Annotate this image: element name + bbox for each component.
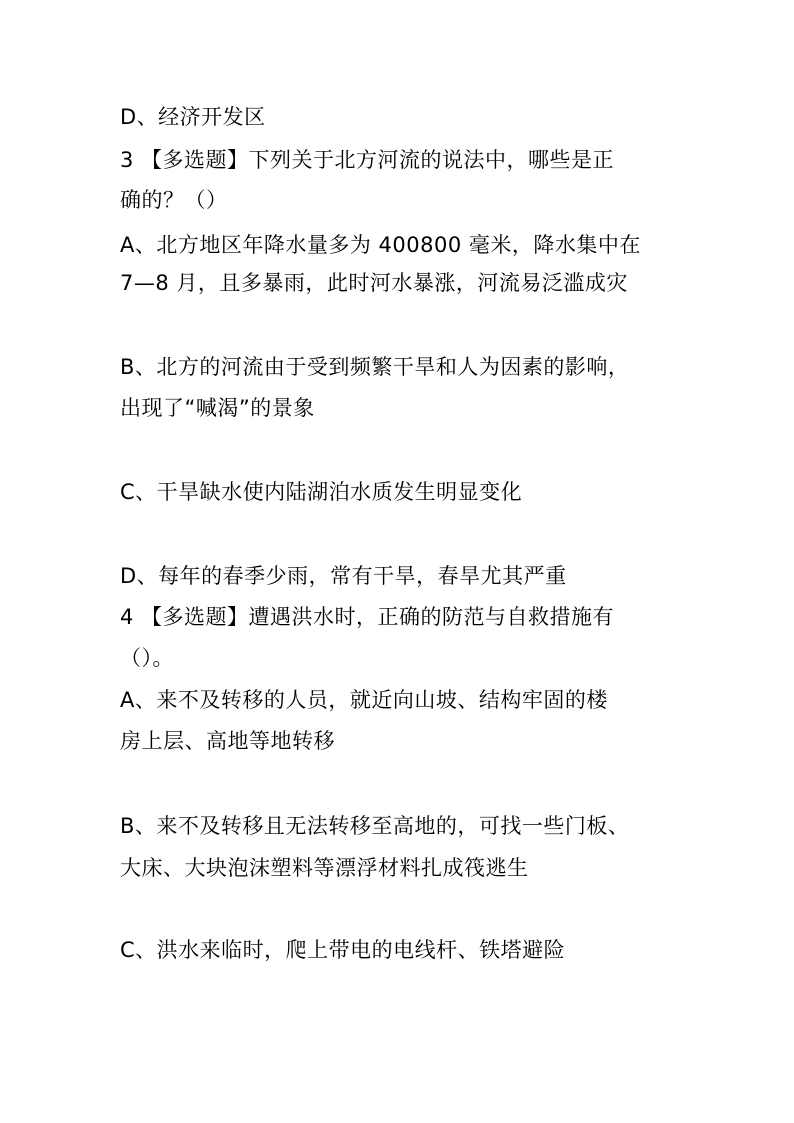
question-3-option-b-line-2: 出现了“喊渴”的景象: [120, 396, 315, 420]
question-3-option-d: D、每年的春季少雨，常有干旱，春旱尤其严重: [120, 564, 567, 588]
question-3-option-a-line-2: 7—8 月，且多暴雨，此时河水暴涨，河流易泛滥成灾: [120, 271, 628, 295]
question-4-option-a-line-2: 房上层、高地等地转移: [120, 729, 335, 753]
question-4-option-b-line-1: B、来不及转移且无法转移至高地的，可找一些门板、: [120, 814, 630, 838]
question-4-stem-line-1: 4 【多选题】遭遇洪水时，正确的防范与自救措施有: [120, 605, 615, 629]
question-3-option-b-line-1: B、北方的河流由于受到频繁干旱和人为因素的影响，: [120, 355, 630, 379]
question-4-stem-line-2: （）。: [120, 646, 174, 670]
question-4-option-b-line-2: 大床、大块泡沫塑料等漂浮材料扎成筏逃生: [120, 856, 529, 880]
prev-question-option-d: D、经济开发区: [120, 105, 266, 129]
question-3-option-c: C、干旱缺水使内陆湖泊水质发生明显变化: [120, 480, 523, 504]
question-3-option-a-line-1: A、北方地区年降水量多为 400800 毫米，降水集中在: [120, 233, 641, 257]
question-3-stem-line-2: 确的？（）: [120, 188, 228, 212]
question-4-option-a-line-1: A、来不及转移的人员，就近向山坡、结构牢固的楼: [120, 688, 608, 712]
question-4-option-c: C、洪水来临时，爬上带电的电线杆、铁塔避险: [120, 938, 566, 962]
question-3-stem-line-1: 3 【多选题】下列关于北方河流的说法中，哪些是正: [120, 148, 615, 172]
